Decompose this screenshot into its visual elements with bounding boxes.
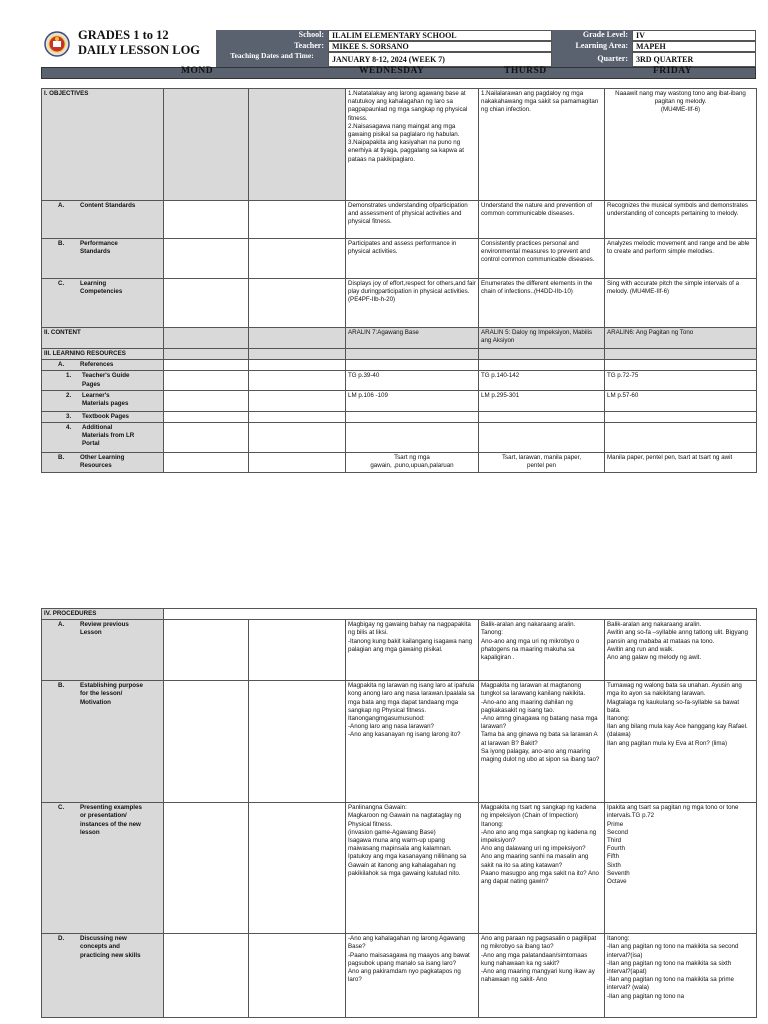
- review-label: Review previous Lesson: [80, 621, 129, 637]
- objectives-label: I. OBJECTIVES: [42, 89, 164, 201]
- day-monday: MOND: [181, 66, 214, 76]
- learning-competencies-row: [42, 279, 757, 328]
- discussing-label: Discussing new concepts and practicing new skills: [80, 935, 141, 959]
- learners-materials-friday: LM p.57-60: [605, 390, 757, 411]
- teaching-dates-value: JANUARY 8-12, 2024 (WEEK 7): [328, 52, 552, 67]
- performance-standards-row: [42, 239, 757, 279]
- day-friday: FRIDAY: [653, 66, 693, 76]
- performance-standards-friday: Analyzes melodic movement and range and be able to create and perform simple melodies.: [605, 239, 757, 279]
- review-wednesday: Magbigay ng gawaing bahay na nagpapakita ng bilis at liksi. -Itanong kung bakit kailangang isagawa nang palagian ang mga gawaing pisikal.: [346, 620, 479, 681]
- other-resources-label: Other Learning Resources: [80, 453, 125, 470]
- other-resources-friday: Manila paper, pentel pen, tsart at tsart ng awit: [605, 452, 757, 472]
- purpose-thursday: Magpakita ng larawan at magtanong tungkol sa larawang kanilang nakikita. -Ano-ano ang maaring dahilan ng pagkakasakit ng isang tao. -Ano amng ginagawa ng batang nasa mga larawan? Tama ba ang ginawa ng bata sa larawan A at larawan B? Bakit? Sa iyong palagay, ano-ano ang maaring maging dulot ng ubo at sipon sa ibang tao?: [479, 681, 605, 803]
- review-row: [42, 620, 757, 681]
- content-friday: ARALIN6: Ang Pagitan ng Tono: [605, 328, 757, 349]
- content-row: [42, 328, 757, 349]
- additional-materials-label: Additional Materials from LR Portal: [82, 423, 135, 448]
- objectives-row: [42, 89, 757, 201]
- row-number: B.: [58, 240, 65, 247]
- teachers-guide-thursday: TG p.140-142: [479, 371, 605, 390]
- teaching-dates-label: Teaching Dates and Time:: [216, 52, 328, 67]
- deped-seal-icon: [44, 31, 70, 57]
- row-number: A.: [58, 361, 65, 369]
- row-number: 2.: [66, 391, 72, 399]
- purpose-wednesday: Magpakita ng larawan ng isang laro at ipahula kong anong laro ang nasa larawan.Ipaalala sa mga bata ang mga dapat tandaang mga sangkap ng Physical fitness. Itanongangmgasumusunod: -Anong laro ang nasa larawan? -Ano ang kasanayan ng isang larong ito?: [346, 681, 479, 803]
- additional-materials-row: [42, 422, 757, 452]
- row-number: C.: [58, 280, 65, 287]
- learners-materials-row: [42, 390, 757, 411]
- row-number: B.: [58, 682, 65, 690]
- lesson-table-part2: [41, 608, 756, 1018]
- learning-area-value: MAPEH: [632, 41, 756, 52]
- learning-competencies-thursday: Enumerates the different elements in the chain of infections..(H4DD-IIb-10): [479, 279, 605, 328]
- purpose-label: Establishing purpose for the lesson/ Motivation: [80, 682, 143, 706]
- content-label: II. CONTENT: [42, 328, 164, 349]
- discussing-row: [42, 934, 757, 1018]
- references-label: References: [80, 361, 114, 369]
- row-number: B.: [58, 453, 65, 461]
- discussing-wednesday: -Ano ang kahalagahan ng larong Agawang Base? -Paano maisasagawa ng maayos ang bawat pagsubok upang manalo sa isang laro? Ano ang pakiramdam nyo pagkatapos ng laro?: [346, 934, 479, 1018]
- day-thursday: THURSD: [504, 66, 547, 76]
- content-thursday: ARALIN 5: Daloy ng Impeksiyon, Mabilis ang Aksiyon: [479, 328, 605, 349]
- content-wednesday: ARALIN 7:Agawang Base: [346, 328, 479, 349]
- objectives-wednesday: 1.Natatalakay ang larong agawang base at natutukoy ang kahalagahan ng laro sa pagpapaunlad ng mga sangkap ng physical fitness. 2.Naisasagawa nang maingat ang mga gawaing pisikal sa paglalaro ng habulan. 3.Naipapakita ang kasiyahan na puno ng enerhiya at tiyaga, paggalang sa kapwa at pataas na pakikipaglaro.: [346, 89, 479, 201]
- lesson-table-part1: [41, 88, 756, 473]
- other-resources-row: [42, 452, 757, 472]
- presenting-thursday: Magpakita ng tsart ng sangkap ng kadena ng impeksiyon (Chain of Impection) Itanong: -Ano ano ang mga sangkap ng kadena ng impeksiyon? Ano ang dalawang uri ng impeksiyon? Ano ang maaring sanhi na masalin ang sakit na ito sa ating katawan? Paano masugpo ang mga sakit na ito? Ano ang dapat nating gawin?: [479, 803, 605, 934]
- learning-competencies-friday: Sing with accurate pitch the simple intervals of a melody. (MU4ME-IIf-6): [605, 279, 757, 328]
- row-number: C.: [58, 804, 65, 812]
- learners-materials-label: Learner's Materials pages: [82, 391, 129, 407]
- lesson-log-header: [41, 27, 756, 77]
- presenting-friday: Ipakita ang tsart sa pagitan ng mga tono or tone intervals.TG p.72 Prime Second Third Fourth Fifth Sixth Seventh Octave: [605, 803, 757, 934]
- learning-area-label: Learning Area:: [552, 41, 632, 52]
- references-row: [42, 360, 757, 371]
- textbook-row: [42, 411, 757, 422]
- form-title-line1: GRADES 1 to 12: [78, 28, 169, 42]
- learning-competencies-wednesday: Displays joy of effort,respect for others,and fair play duringparticipation in physical activities. (PE4PF-IIb-h-20): [346, 279, 479, 328]
- textbook-label: Textbook Pages: [82, 412, 129, 420]
- content-standards-friday: Recognizes the musical symbols and demonstrates understanding of concepts pertaining to melody.: [605, 201, 757, 239]
- purpose-row: [42, 681, 757, 803]
- day-wednesday: WEDNESDAY: [359, 66, 425, 76]
- learners-materials-wednesday: LM p.106 -109: [346, 390, 479, 411]
- learning-resources-label: III. LEARNING RESOURCES: [42, 349, 164, 360]
- teachers-guide-row: [42, 371, 757, 390]
- learning-resources-row: [42, 349, 757, 360]
- school-label: School:: [216, 30, 328, 41]
- row-number: 1.: [66, 372, 72, 380]
- presenting-wednesday: Panlinangna Gawain: Magkaroon ng Gawain na nagtataglay ng Physical fitness. (invasion game-Agawang Base) Isagawa muna ang warm-up upang maiwasang mapinsala ang kalamnan. Ipatukoy ang mga kasanayang nililinang sa Gawain at itanong ang kahalagahan ng pakikilahok sa mga gawaing katulad nito.: [346, 803, 479, 934]
- content-standards-wednesday: Demonstrates understanding ofparticipation and assessment of physical activities and physical fitness.: [346, 201, 479, 239]
- teachers-guide-friday: TG p.72-75: [605, 371, 757, 390]
- objectives-friday: Naaawit nang may wastong tono ang ibat-ibang pagitan ng melody. (MU4ME-IIf-6): [605, 89, 757, 201]
- purpose-friday: Tumawag ng walong bata sa unahan. Ayusin ang mga ito ayon sa nakikitang larawan. Magtalaga ng kaukulang so-fa-syllable sa bawat bata. Itanong: Ilan ang bilang mula kay Ace hanggang kay Rafael.(dalawa) Ilan ang pagitan mula ky Eva at Ron? (lima): [605, 681, 757, 803]
- discussing-friday: Itanong: -Ilan ang pagitan ng tono na makikita sa second interval?(isa) -Ilan ang pagitan ng tono na makikita sa sixth interval?(apat) -Ilan ang pagitan ng tono na makikita sa prime interval? (wala) -Ilan ang pagitan ng tono na: [605, 934, 757, 1018]
- row-number: D.: [58, 935, 65, 943]
- procedures-row: [42, 609, 757, 620]
- quarter-value: 3RD QUARTER: [632, 52, 756, 67]
- teacher-label: Teacher:: [216, 41, 328, 52]
- performance-standards-wednesday: Participates and assess performance in physical activities.: [346, 239, 479, 279]
- quarter-label: Quarter:: [552, 52, 632, 67]
- learning-competencies-label: Learning Competencies: [80, 280, 123, 296]
- review-friday: Balik-aralan ang nakaraang aralin. Awitin ang so-fa –syllable anng tatlong ulit. Bigyang pansin ang mababa at mataas na tono. Awitin ang run and walk. Ano ang galaw ng melody ng awit.: [605, 620, 757, 681]
- grade-level-value: IV: [632, 30, 756, 41]
- row-number: 3.: [66, 412, 72, 420]
- objectives-thursday: 1.Nailalarawan ang pagdaloy ng mga nakakahawang mga sakit sa pamamagitan ng chian infection.: [479, 89, 605, 201]
- content-standards-label: Content Standards: [80, 202, 136, 209]
- performance-standards-label: Performance Standards: [80, 240, 118, 256]
- performance-standards-thursday: Consistently practices personal and environmental measures to prevent and control common communicable diseases.: [479, 239, 605, 279]
- row-number: A.: [58, 621, 65, 629]
- teachers-guide-wednesday: TG p.39-40: [346, 371, 479, 390]
- other-resources-thursday: Tsart, larawan, manila paper, pentel pen: [479, 452, 605, 472]
- teacher-value: MIKEE S. SORSANO: [328, 41, 552, 52]
- content-standards-thursday: Understand the nature and prevention of common communicable diseases.: [479, 201, 605, 239]
- grade-level-label: Grade Level:: [552, 30, 632, 41]
- other-resources-wednesday: Tsart ng mga gawain, ,puno,upuan,palaruan: [346, 452, 479, 472]
- presenting-row: [42, 803, 757, 934]
- row-number: A.: [58, 202, 65, 209]
- teachers-guide-label: Teacher's Guide Pages: [82, 372, 130, 388]
- review-thursday: Balik-aralan ang nakaraang aralin. Tanong: Ano-ano ang mga uri ng mikrobyo o phatogens na maaring makuha sa kapaligiran .: [479, 620, 605, 681]
- form-title-line2: DAILY LESSON LOG: [78, 43, 201, 57]
- presenting-label: Presenting examples or presentation/ instances of the new lesson: [80, 804, 142, 836]
- content-standards-row: [42, 201, 757, 239]
- learners-materials-thursday: LM p.295-301: [479, 390, 605, 411]
- procedures-label: IV. PROCEDURES: [42, 609, 164, 620]
- school-value: ILALIM ELEMENTARY SCHOOL: [328, 30, 552, 41]
- discussing-thursday: Ano ang paraan ng pagsasalin o pagiilipat ng mikrobyo sa ibang tao? -Ano ang mga palatandaan/simtomaas kung nahawaan ka ng sakit? -Ano ang maaring mangyari kung ikaw ay nahawaan ng sakit- Ano: [479, 934, 605, 1018]
- row-number: 4.: [66, 423, 72, 431]
